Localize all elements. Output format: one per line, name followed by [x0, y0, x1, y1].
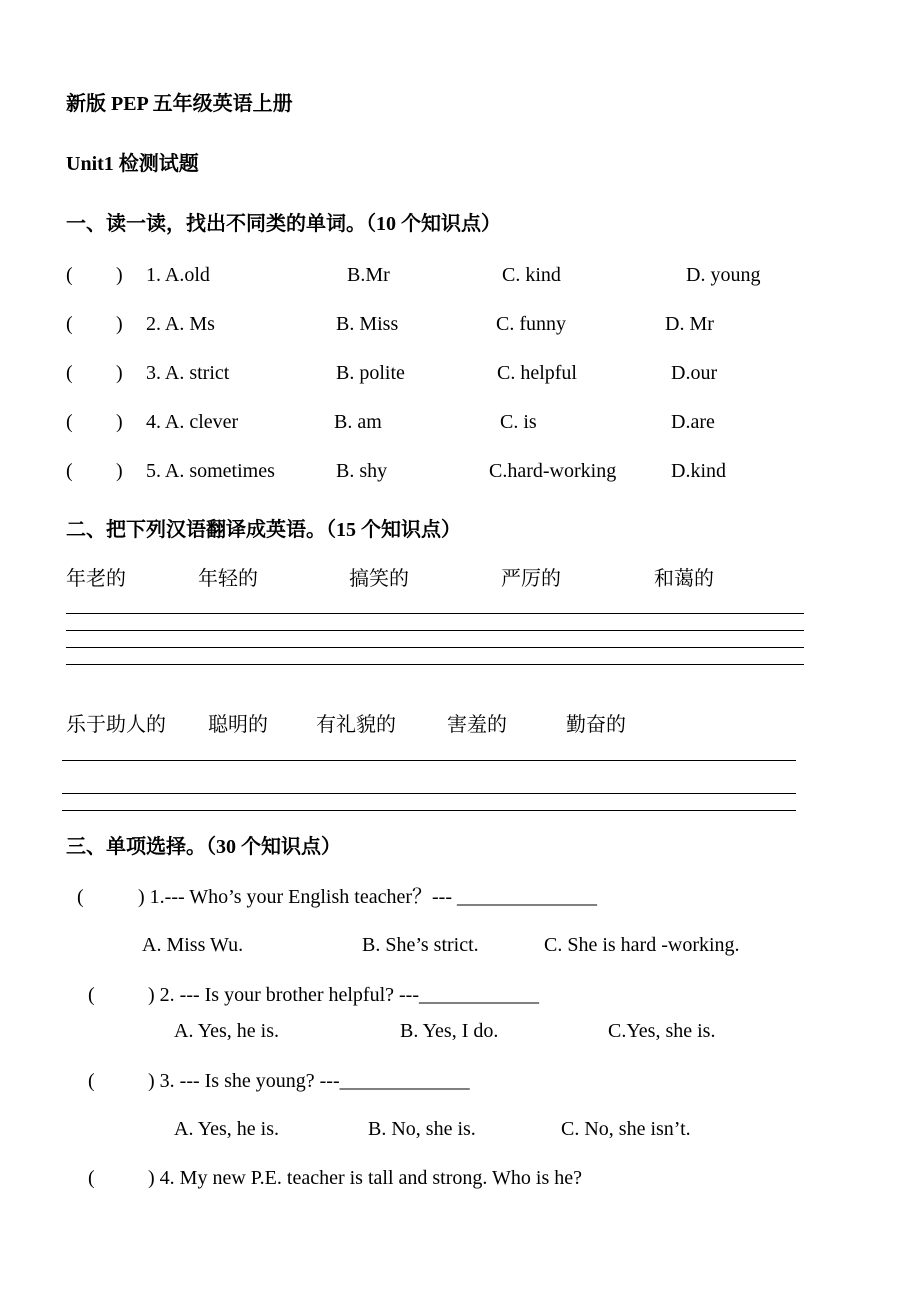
answer-paren-close: ) — [116, 264, 123, 286]
option-c: C. No, she isn’t. — [561, 1118, 691, 1140]
answer-paren-open: ( — [66, 411, 73, 433]
answer-paren-open: ( — [66, 264, 73, 286]
option-c: C.Yes, she is. — [608, 1020, 716, 1042]
question-stem: ) 4. My new P.E. teacher is tall and strong. Who is he? — [148, 1167, 582, 1189]
answer-paren-open: ( — [88, 984, 95, 1006]
word-prompt: 严厉的 — [501, 568, 561, 590]
option-a: A. Yes, he is. — [174, 1118, 280, 1140]
word-prompt: 年老的 — [66, 568, 126, 590]
option-d: D.our — [671, 362, 718, 384]
option-d: D.kind — [671, 460, 726, 482]
document-subtitle: Unit1 检测试题 — [66, 153, 199, 175]
answer-paren-open: ( — [88, 1070, 95, 1092]
word-prompt: 搞笑的 — [349, 568, 409, 590]
option-a: A. Yes, he is. — [174, 1020, 280, 1042]
option-b: B.Mr — [347, 264, 390, 286]
answer-paren-open: ( — [66, 313, 73, 335]
option-c: C. funny — [496, 313, 566, 335]
answer-line — [62, 760, 796, 761]
answer-paren-close: ) — [116, 411, 123, 433]
option-a: 4. A. clever — [146, 411, 239, 433]
answer-line — [62, 810, 796, 811]
word-prompt: 勤奋的 — [566, 714, 626, 736]
answer-line — [66, 613, 804, 614]
option-c: C. is — [500, 411, 537, 433]
option-a: 5. A. sometimes — [146, 460, 275, 482]
answer-line — [66, 630, 804, 631]
question-stem: ) 1.--- Who’s your English teacher？--- ______________ — [138, 886, 597, 908]
answer-line — [66, 647, 804, 648]
document-title: 新版 PEP 五年级英语上册 — [66, 93, 293, 115]
answer-line — [62, 793, 796, 794]
answer-paren-close: ) — [116, 313, 123, 335]
word-prompt: 年轻的 — [198, 568, 258, 590]
option-c: C.hard-working — [489, 460, 617, 482]
question-stem: ) 3. --- Is she young? ---_____________ — [148, 1070, 470, 1092]
section1-heading: 一、读一读，找出不同类的单词。（10 个知识点） — [66, 213, 501, 235]
word-prompt: 和蔼的 — [654, 568, 714, 590]
option-b: B. Yes, I do. — [400, 1020, 499, 1042]
answer-paren-open: ( — [66, 362, 73, 384]
option-a: 3. A. strict — [146, 362, 230, 384]
word-prompt: 乐于助人的 — [66, 714, 166, 736]
answer-paren-close: ) — [116, 362, 123, 384]
option-b: B. She’s strict. — [362, 934, 479, 956]
question-stem: ) 2. --- Is your brother helpful? ---____________ — [148, 984, 540, 1006]
option-b: B. No, she is. — [368, 1118, 476, 1140]
answer-line — [66, 664, 804, 665]
section3-heading: 三、单项选择。（30 个知识点） — [66, 836, 341, 858]
option-d: D. young — [686, 264, 761, 286]
answer-paren-close: ) — [116, 460, 123, 482]
option-d: D.are — [671, 411, 715, 433]
option-d: D. Mr — [665, 313, 714, 335]
option-b: B. Miss — [336, 313, 399, 335]
word-prompt: 聪明的 — [208, 714, 268, 736]
option-a: A. Miss Wu. — [142, 934, 244, 956]
answer-paren-open: ( — [77, 886, 84, 908]
option-b: B. polite — [336, 362, 405, 384]
option-c: C. helpful — [497, 362, 577, 384]
answer-paren-open: ( — [66, 460, 73, 482]
option-a: 2. A. Ms — [146, 313, 215, 335]
option-b: B. am — [334, 411, 382, 433]
option-c: C. She is hard -working. — [544, 934, 740, 956]
option-c: C. kind — [502, 264, 561, 286]
option-b: B. shy — [336, 460, 388, 482]
answer-paren-open: ( — [88, 1167, 95, 1189]
word-prompt: 害羞的 — [447, 714, 507, 736]
section2-heading: 二、把下列汉语翻译成英语。（15 个知识点） — [66, 519, 461, 541]
option-a: 1. A.old — [146, 264, 210, 286]
word-prompt: 有礼貌的 — [316, 714, 396, 736]
